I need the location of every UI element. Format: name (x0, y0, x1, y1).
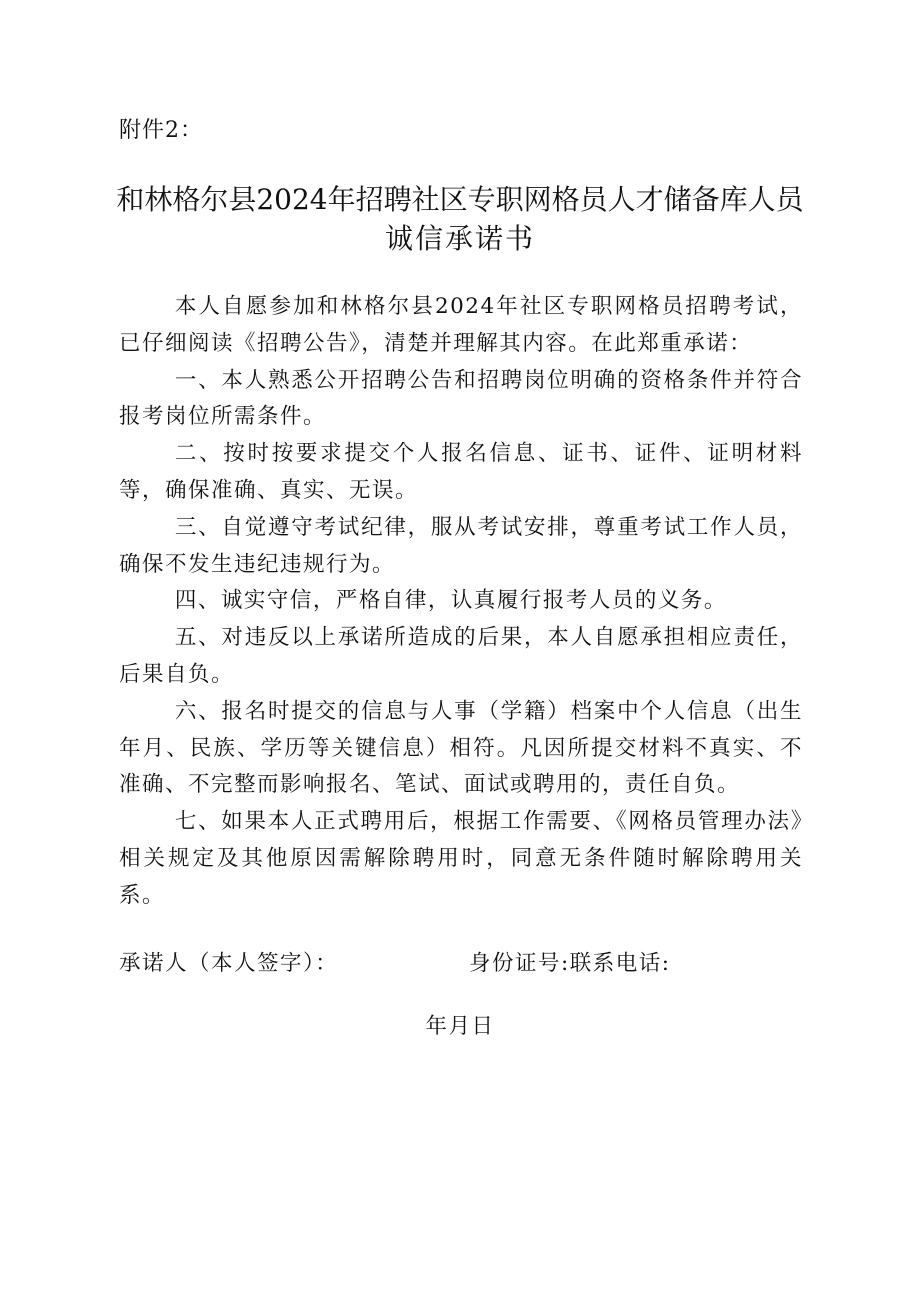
commitment-item-2: 二、按时按要求提交个人报名信息、证书、证件、证明材料等，确保准确、真实、无误。 (119, 441, 803, 503)
commitment-item-7: 七、如果本人正式聘用后，根据工作需要、《网格员管理办法》相关规定及其他原因需解除聘用时，同意无条件随时解除聘用关系。 (119, 809, 803, 908)
commitment-item-6: 六、报名时提交的信息与人事（学籍）档案中个人信息（出生年月、民族、学历等关键信息）相符。凡因所提交材料不真实、不准确、不完整而影响报名、笔试、面试或聘用的，责任自负。 (119, 698, 803, 798)
attachment-label: 附件2： (119, 118, 203, 143)
commitment-item-3: 三、自觉遵守考试纪律，服从考试安排，尊重考试工作人员，确保不发生违纪违规行为。 (119, 514, 803, 577)
intro-paragraph: 本人自愿参加和林格尔县2024年社区专职网格员招聘考试，已仔细阅读《招聘公告》，清楚并理解其内容。在此郑重承诺： (119, 294, 803, 356)
id-phone-label: 身份证号:联系电话: (469, 951, 671, 976)
commitment-item-4: 四、诚实守信，严格自律，认真履行报考人员的义务。 (174, 588, 727, 614)
signature-row (119, 946, 809, 982)
commitment-body (119, 289, 803, 915)
commitment-item-1: 一、本人熟悉公开招聘公告和招聘岗位明确的资格条件并符合报考岗位所需条件。 (119, 367, 803, 430)
signature-label: 承诺人（本人签字）： (119, 951, 339, 976)
commitment-item-5: 五、对违反以上承诺所造成的后果，本人自愿承担相应责任，后果自负。 (119, 625, 803, 687)
date-label: 年月日 (425, 1014, 495, 1039)
document-title-line-1: 和林格尔县2024年招聘社区专职网格员人才储备库人员 (116, 183, 804, 216)
document-title-line-2: 诚信承诺书 (384, 222, 535, 255)
